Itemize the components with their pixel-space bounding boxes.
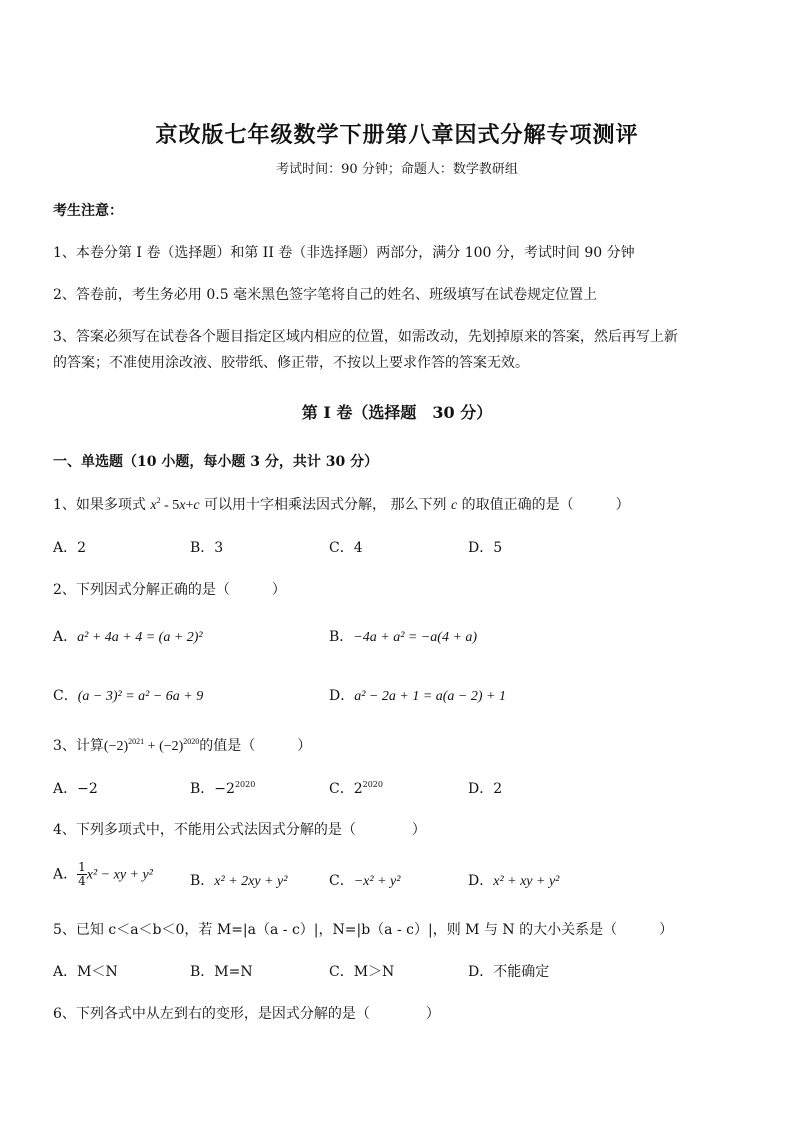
part-title: 一、单选题（10 小题，每小题 3 分，共计 30 分） (53, 454, 379, 470)
q2-option-d: D．a² − 2a + 1 = a(a − 2) + 1 (329, 688, 506, 704)
q5-option-c: C．M＞N (329, 964, 395, 980)
q5-option-d: D．不能确定 (468, 964, 550, 980)
question-1-stem: 1、如果多项式 $x^2 - 5x+c$ 可以用十字相乘法因式分解， 那么下列 c 的取值正确的是（ ） (53, 496, 630, 513)
q1-option-d: D．5 (468, 540, 503, 556)
q5-option-a: A．M＜N (53, 964, 118, 980)
fraction: $\frac{1}{4}$ (78, 860, 86, 888)
q5-option-b: B．M=N (190, 964, 253, 980)
notice-item: 3、答案必须写在试卷各个题目指定区域内相应的位置，如需改动，先划掉原来的答案，然后再写上新 (53, 329, 678, 345)
exam-subtitle: 考试时间：90 分钟；命题人：数学教研组 (276, 162, 518, 177)
notice-item: 1、本卷分第 I 卷（选择题）和第 II 卷（非选择题）两部分，满分 100 分，考试时间 90 分钟 (53, 245, 635, 261)
q4-option-d: D．x² + xy + y² (468, 873, 560, 889)
q4-option-a: A． $\frac{1}{4}$ x² − xy + y² (53, 860, 153, 888)
question-4-stem: 4、下列多项式中，不能用公式法因式分解的是（ ） (53, 822, 426, 838)
q3-option-d: D．2 (468, 781, 503, 797)
q3-option-a: A．−2 (53, 781, 98, 797)
notice-item: 2、答卷前，考生务必用 0.5 毫米黑色签字笔将自己的姓名、班级填写在试卷规定位置上 (53, 287, 598, 303)
question-5-stem: 5、已知 c＜a＜b＜0，若 M=|a（a - c）|，N=|b（a - c）|，则 M 与 N 的大小关系是（ ） (53, 922, 674, 938)
page-title: 京改版七年级数学下册第八章因式分解专项测评 (155, 122, 639, 148)
question-3-stem: 3、计算$(-2)^{2021} + (-2)^{2020}$的值是（ ） (53, 737, 312, 754)
q2-option-a: A．a² + 4a + 4 = (a + 2)² (53, 629, 203, 645)
q4-option-b: B．x² + 2xy + y² (190, 873, 288, 889)
notice-heading: 考生注意： (53, 203, 123, 219)
q1-option-b: B．3 (190, 540, 224, 556)
q3-expression: $(-2)^{2021} + (-2)^{2020}$ (103, 737, 200, 754)
q1-option-c: C．4 (329, 540, 363, 556)
q4-option-c: C．−x² + y² (329, 873, 401, 889)
q2-option-b: B．−4a + a² = −a(4 + a) (329, 629, 478, 645)
notice-item: 的答案；不准使用涂改液、胶带纸、修正带，不按以上要求作答的答案无效。 (53, 355, 529, 371)
question-2-stem: 2、下列因式分解正确的是（ ） (53, 582, 286, 598)
q1-option-a: A．2 (53, 540, 87, 556)
q1-polynomial: $x^2 - 5x+c$ (150, 496, 200, 513)
section-title: 第 I 卷（选择题 30 分） (301, 403, 493, 422)
q3-option-c: C．$2^{2020}$ (329, 780, 383, 797)
q3-option-b: B．$-2^{2020}$ (190, 780, 256, 797)
q2-option-c: C．(a − 3)² = a² − 6a + 9 (53, 688, 204, 704)
question-6-stem: 6、下列各式中从左到右的变形，是因式分解的是（ ） (53, 1006, 440, 1022)
